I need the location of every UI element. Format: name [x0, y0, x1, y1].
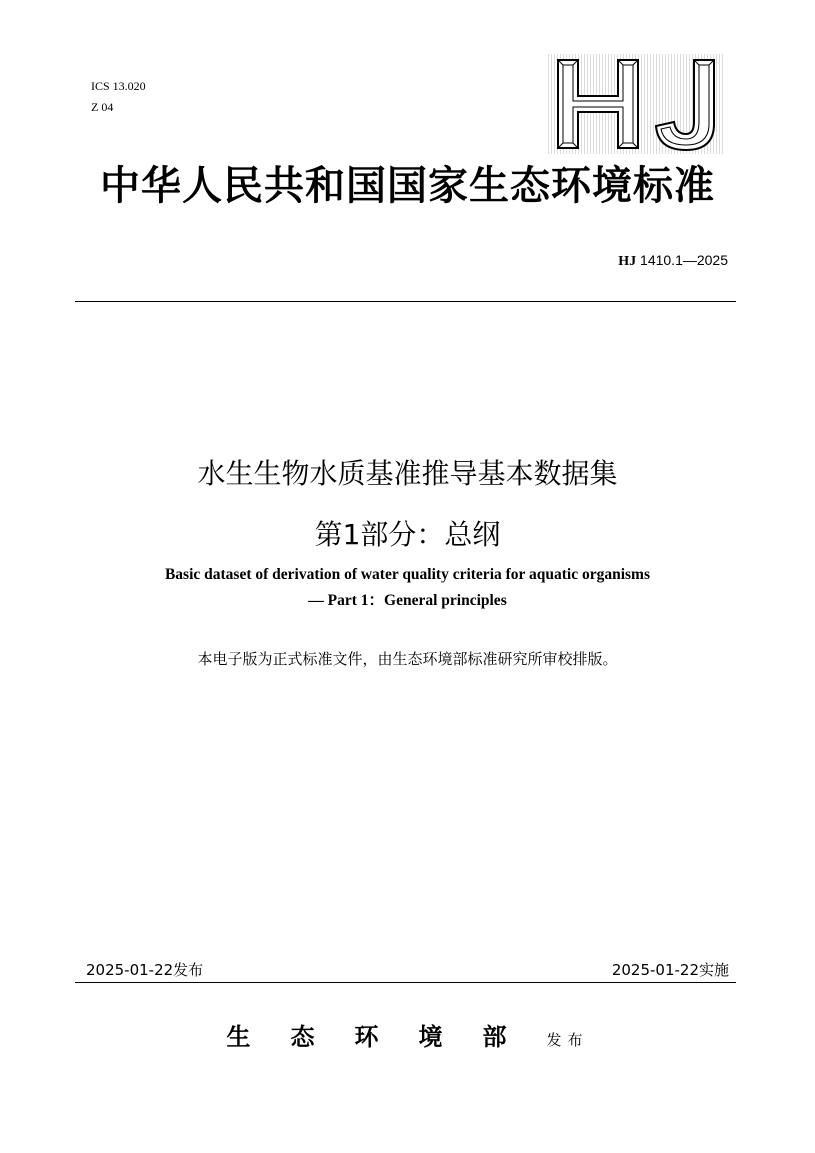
hj-logo-text: HJ	[548, 54, 550, 55]
hj-logo	[548, 54, 724, 154]
publisher-suffix: 发布	[546, 1031, 589, 1049]
document-title-cn-line1: 水生生物水质基准推导基本数据集	[197, 457, 618, 490]
publisher-org: 生态环境部	[226, 1022, 547, 1051]
standard-category-title: 中华人民共和国国家生态环境标准	[100, 162, 715, 209]
document-title-en-line1: Basic dataset of derivation of water quality criteria for aquatic organisms	[164, 566, 651, 583]
electronic-version-notice: 本电子版为正式标准文件，由生态环境部标准研究所审校排版。	[197, 650, 618, 668]
standard-number-prefix: HJ	[618, 254, 637, 269]
document-title-en-line2: — Part 1：General principles	[308, 592, 507, 609]
issue-date: 2025-01-22发布	[86, 961, 204, 979]
publisher-line	[0, 1020, 815, 1057]
implementation-date: 2025-01-22实施	[611, 961, 729, 979]
footer-divider	[75, 982, 736, 983]
document-title-cn-line2: 第1部分：总纲	[314, 518, 501, 551]
standard-number-value: 1410.1—2025	[640, 252, 728, 268]
header-divider	[75, 301, 736, 302]
ccs-code: Z 04	[91, 100, 114, 114]
ics-code: ICS 13.020	[91, 79, 146, 93]
standard-number	[618, 251, 728, 271]
